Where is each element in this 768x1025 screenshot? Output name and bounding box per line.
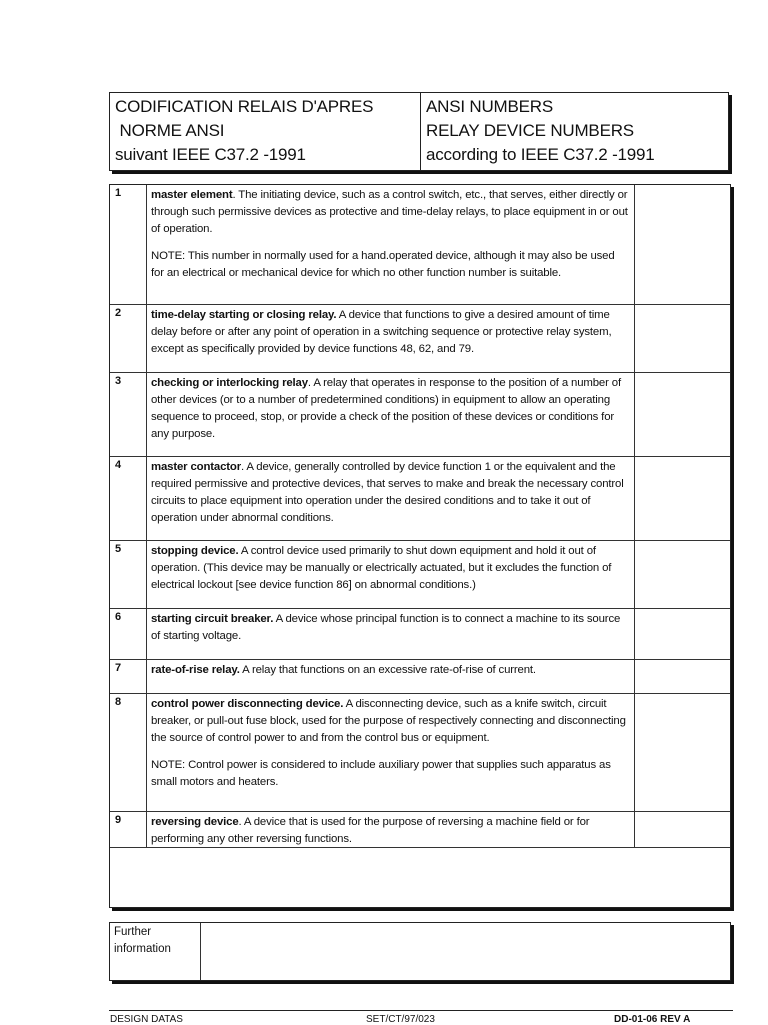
table-row — [110, 185, 730, 305]
table-row — [110, 660, 730, 694]
device-term: control power disconnecting device. — [151, 698, 344, 710]
device-text: . The initiating device, such as a control switch, etc., that serves, either directly or through such permissive devices as protective and time-delay relays, to place equipment in or out of operation. — [151, 189, 628, 235]
device-text: A disconnecting device, such as a knife switch, circuit breaker, or pull-out fuse block, used for the purpose of respectively connecting and disconnecting the source of control power to and from the control bus or equipment. — [151, 698, 626, 744]
device-description — [146, 457, 635, 540]
device-text: . A relay that operates in response to the position of a number of other devices (or to a number of predetermined conditions) in equipment to allow an operating sequence to proceed, stop, or provide a check of the position of these devices or conditions for any purpose. — [151, 377, 621, 440]
further-information-label: Further information — [110, 923, 201, 980]
device-term: stopping device. — [151, 545, 239, 557]
footer-left: DESIGN DATAS — [110, 1014, 183, 1025]
device-term: starting circuit breaker. — [151, 613, 274, 625]
header-english-title — [421, 93, 728, 170]
device-text: . A device, generally controlled by device function 1 or the equivalent and the required permissive and protective devices, that serves to make and break the necessary control circuits to place equipment into operation under the desired conditions and to take it out of operation under abnormal conditions. — [151, 461, 624, 524]
device-term: time-delay starting or closing relay. — [151, 309, 337, 321]
device-term: reversing device — [151, 816, 239, 828]
header-left-line: CODIFICATION RELAIS D'APRES — [115, 97, 374, 116]
table-row — [110, 812, 730, 848]
device-text: A control device used primarily to shut down equipment and hold it out of operation. (This device may be manually or electrically actuated, but it excludes the function of electrical lockout [see device function 86] on abnormal conditions.) — [151, 545, 612, 591]
device-description — [146, 694, 635, 811]
device-text: A device that functions to give a desired amount of time delay before or after any point of operation in a switching sequence or protective relay system, except as specifically provided by device functions 48, 62, and 79. — [151, 309, 612, 355]
device-number: 3 — [115, 375, 122, 387]
device-number: 5 — [115, 543, 122, 555]
device-note: NOTE: Control power is considered to include auxiliary power that supplies such apparatus as small motors and heaters. — [151, 759, 611, 788]
footer-rule — [109, 1010, 733, 1011]
device-number: 6 — [115, 611, 122, 623]
header-right-line: according to IEEE C37.2 -1991 — [426, 145, 655, 164]
table-row — [110, 694, 730, 812]
device-term: checking or interlocking relay — [151, 377, 308, 389]
further-information-box — [109, 922, 731, 981]
device-description — [146, 185, 635, 304]
device-number: 9 — [115, 814, 122, 826]
header-left-line: NORME ANSI — [115, 121, 225, 140]
header-right-line: ANSI NUMBERS — [426, 97, 554, 116]
device-text: . A device that is used for the purpose of reversing a machine field or for performing any other reversing functions. — [151, 816, 590, 845]
device-term: master element — [151, 189, 233, 201]
device-description — [146, 609, 635, 659]
device-term: rate-of-rise relay. — [151, 664, 240, 676]
device-description — [146, 812, 635, 847]
device-note: NOTE: This number in normally used for a hand.operated device, although it may also be used for an electrical or mechanical device for which no other function number is suitable. — [151, 250, 615, 279]
device-table — [109, 184, 731, 908]
table-row — [110, 373, 730, 457]
table-row — [110, 457, 730, 541]
device-text: A device whose principal function is to connect a machine to its source of starting voltage. — [151, 613, 621, 642]
header-french-title — [110, 93, 421, 170]
footer-center: SET/CT/97/023 — [366, 1014, 435, 1025]
device-term: master contactor — [151, 461, 242, 473]
device-number: 8 — [115, 696, 122, 708]
header-left-line: suivant IEEE C37.2 -1991 — [115, 145, 306, 164]
device-description — [146, 373, 635, 456]
device-number: 2 — [115, 307, 122, 319]
device-description — [146, 541, 635, 608]
footer-right: DD-01-06 REV A — [614, 1014, 691, 1025]
table-row — [110, 609, 730, 660]
table-row — [110, 541, 730, 609]
device-number: 1 — [115, 187, 122, 199]
device-number: 7 — [115, 662, 122, 674]
device-text: A relay that functions on an excessive rate-of-rise of current. — [239, 664, 536, 676]
device-number: 4 — [115, 459, 122, 471]
header-right-line: RELAY DEVICE NUMBERS — [426, 121, 634, 140]
table-row — [110, 305, 730, 373]
header-table — [109, 92, 729, 171]
device-description — [146, 305, 635, 372]
device-description — [146, 660, 635, 693]
